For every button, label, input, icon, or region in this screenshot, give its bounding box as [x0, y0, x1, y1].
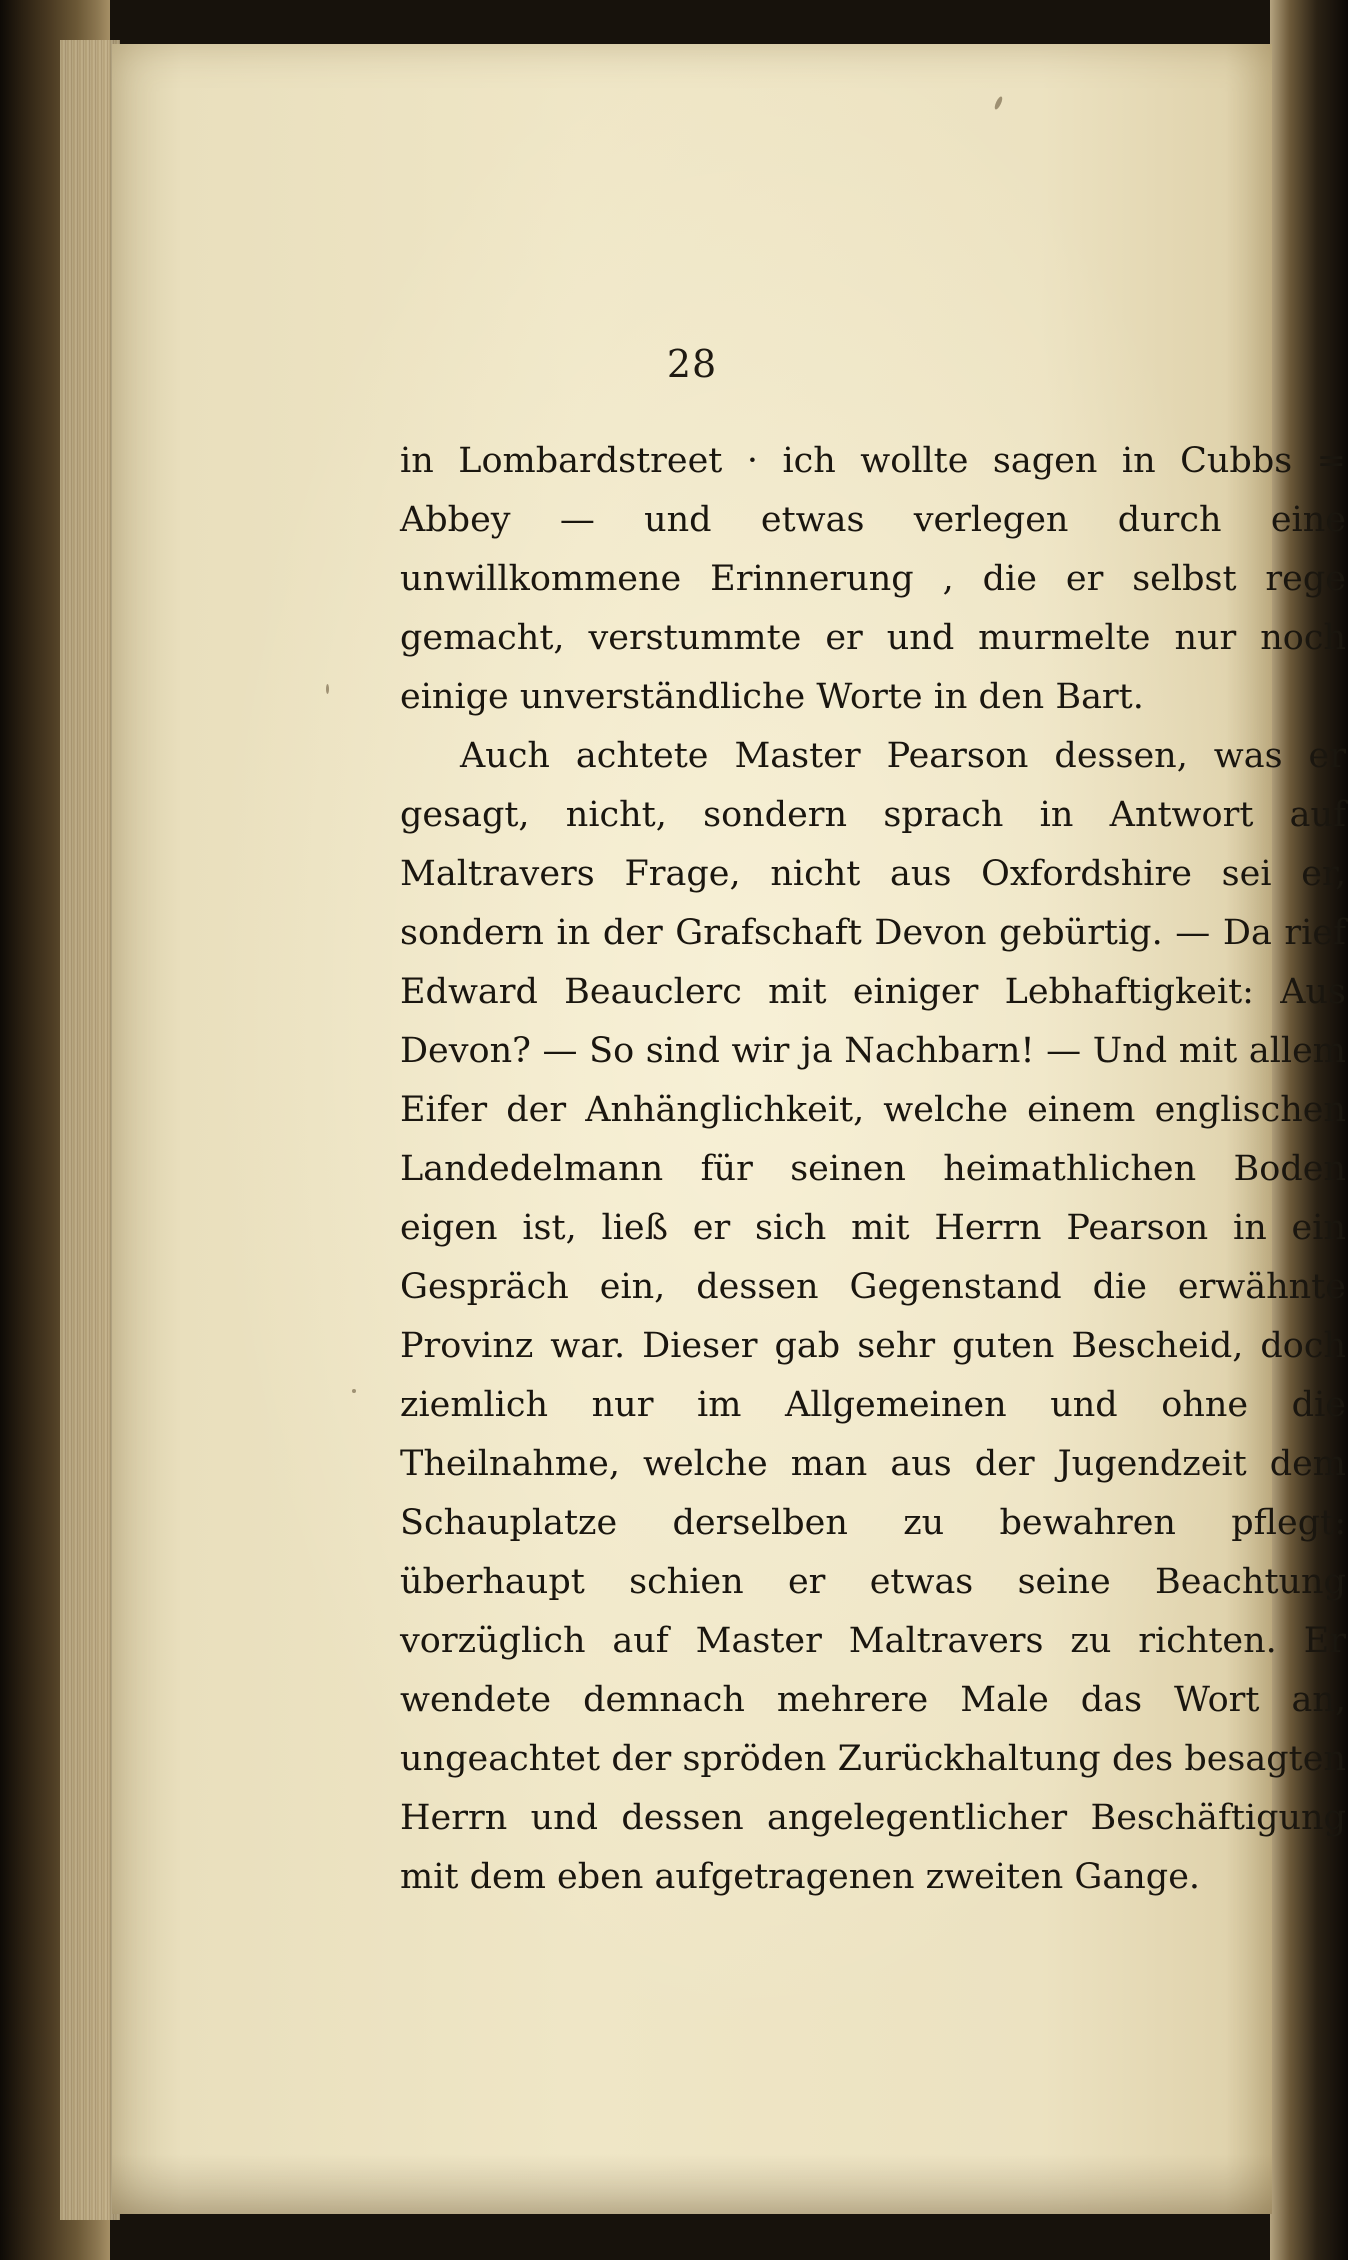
paper-speck: [993, 96, 1003, 111]
text-block: [400, 432, 1346, 1907]
page-number: 28: [666, 342, 718, 386]
paper-speck: [326, 684, 329, 694]
paragraph-1: in Lombardstreet · ich wollte sagen in Cubbs = Abbey — und etwas verlegen durch eine unwillkommene Erinnerung , die er selbst rege gemacht, verstummte er und murmelte nur noch einige unverständliche Worte in den Bart.: [400, 441, 1346, 717]
paragraph-2: Auch achtete Master Pearson dessen, was er gesagt, nicht, sondern sprach in Antwort auf Maltravers Frage, nicht aus Oxfordshire sei er, sondern in der Grafschaft Devon gebürtig. — Da rief Edward Beauclerc mit einiger Lebhaftigkeit: Aus Devon? — So sind wir ja Nachbarn! — Und mit allem Eifer der Anhänglichkeit, welche einem englischen Landedelmann für seinen heimathlichen Boden eigen ist, ließ er sich mit Herrn Pearson in ein Gespräch ein, dessen Gegenstand die erwähnte Provinz war. Dieser gab sehr guten Bescheid, doch ziemlich nur im Allgemeinen und ohne die Theilnahme, welche man aus der Jugendzeit dem Schauplatze derselben zu bewahren pflegt: überhaupt schien er etwas seine Beachtung vorzüglich auf Master Maltravers zu richten. Er wendete demnach mehrere Male das Wort an, ungeachtet der spröden Zurückhaltung des besagten Herrn und dessen angelegentlicher Beschäftigung mit dem eben aufgetragenen zweiten Gange.: [400, 736, 1346, 1897]
paper-speck: [352, 1389, 356, 1393]
book-page: [112, 44, 1346, 2214]
page-edges: [60, 40, 120, 2220]
